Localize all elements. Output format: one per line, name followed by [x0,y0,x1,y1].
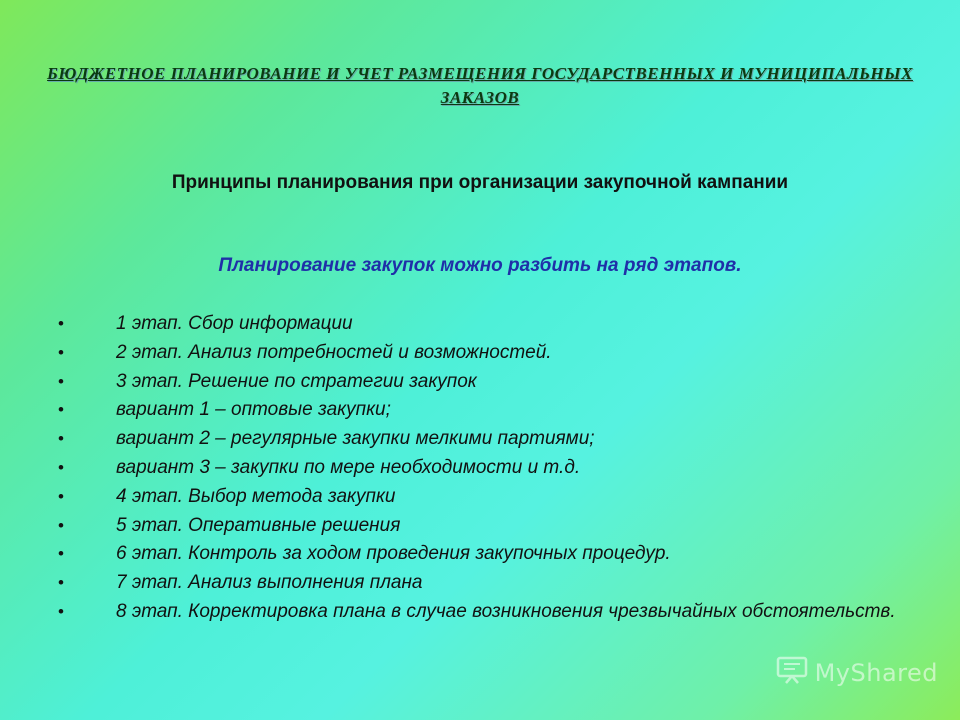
list-item [58,312,918,335]
list-item-text: вариант 1 – оптовые закупки; [116,399,391,421]
list-item [58,427,918,450]
bullet-icon: • [58,515,64,535]
list-item [58,485,918,508]
list-item-text: 4 этап. Выбор метода закупки [116,485,396,507]
list-item-text: 5 этап. Оперативные решения [116,514,401,536]
bullet-icon: • [58,544,64,564]
list-item [58,456,918,479]
bullet-icon: • [58,342,64,362]
slide-subtitle: Принципы планирования при организации закупочной кампании [171,172,789,193]
list-item-text: вариант 3 – закупки по мере необходимости и т.д. [116,456,581,478]
list-item [58,542,918,565]
list-item [58,341,918,364]
list-item-text: 8 этап. Корректировка плана в случае возникновения чрезвычайных обстоятельств. [116,600,896,622]
bullet-icon: • [58,601,64,621]
list-item-text: 2 этап. Анализ потребностей и возможностей. [116,341,552,363]
list-item-text: 1 этап. Сбор информации [116,313,353,334]
list-item [58,571,918,594]
list-item [58,600,918,623]
intro-text: Планирование закупок можно разбить на ряд этапов. [218,255,742,276]
presentation-board-icon [775,655,809,690]
list-item [58,370,918,393]
header-title: БЮДЖЕТНОЕ ПЛАНИРОВАНИЕ И УЧЕТ РАЗМЕЩЕНИЯ ГОСУДАРСТВЕННЫХ И МУНИЦИПАЛЬНЫХ ЗАКАЗОВ [47,64,913,107]
watermark-logo[interactable] [775,655,938,690]
list-item-text: вариант 2 – регулярные закупки мелкими партиями; [116,428,595,450]
stage-list [58,312,918,629]
watermark-text: MyShared [814,658,938,687]
list-item-text: 7 этап. Анализ выполнения плана [116,572,423,594]
bullet-icon: • [58,573,64,593]
bullet-icon: • [58,314,64,333]
bullet-icon: • [58,486,64,506]
bullet-icon: • [58,429,64,449]
list-item-text: 3 этап. Решение по стратегии закупок [116,370,477,392]
bullet-icon: • [58,371,64,391]
list-item-text: 6 этап. Контроль за ходом проведения закупочных процедур. [116,543,671,565]
list-item [58,398,918,421]
list-item [58,514,918,537]
bullet-icon: • [58,457,64,477]
bullet-icon: • [58,400,64,420]
